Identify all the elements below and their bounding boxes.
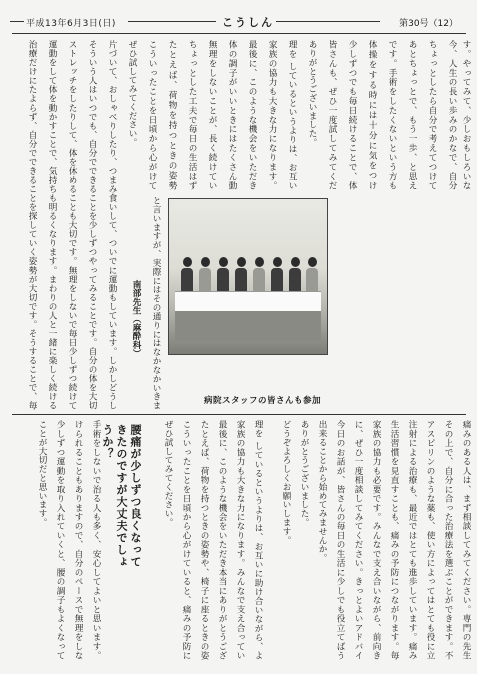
bottom-column-15: 今日のお話が、皆さんの毎日の生活に少しでも役立てばう [335, 420, 345, 660]
bottom-middle-column-5: こういったことを日頃から心がけていると、痛みの予防に [181, 420, 191, 660]
top-column-3: ちょっとしたら自分で考えてつけて [427, 40, 437, 190]
left-column-3: ストレッチをしたりして、体を休めることも大切です。無理をしないで毎日少しずつ続けて [67, 40, 77, 410]
top-column-2: 今、人生の長い歩みのかなで、自分 [447, 40, 457, 190]
bottom-column-13: 家族の協力も必要です。みんなで支え合いながら、前向き [371, 420, 381, 660]
section-divider [12, 414, 466, 415]
right-top-column-6: ぜひ試してみてください。 [127, 40, 137, 147]
right-top-column-1: 体の調子がいいときにはたくさん動 [227, 40, 237, 190]
bottom-column-8: 痛みのある人は、まず相談してみてください。専門の先生 [461, 420, 471, 660]
bottom-column-10: アスピリンのような薬も、使い方によってはとても役に立 [425, 420, 435, 660]
top-column-7: 少しずつでも毎日続けることで、体 [347, 40, 357, 190]
qa-answer-column-3: 少しずつ運動を取り入れていくと、腰の調子もよくなって [55, 420, 65, 660]
newsletter-title: こうしん [222, 16, 274, 29]
bottom-middle-column-3: 最後に、このような機会をいただき本当にありがとうござ [217, 420, 227, 660]
left-column-4: 運動をして体を動かすことで、気持ちも明るくなります。まわりの人と一緒に楽しく続ける [47, 40, 57, 410]
top-column-11: 家族の協力も大きな力になります。 [267, 40, 277, 190]
header-rule-mid-right [276, 21, 380, 22]
issue-number: 第30号（12） [399, 19, 458, 29]
left-column-2: そういう人はいつでも、自分でできることを少しずつやってみることです。自分の体を大切 [87, 40, 97, 410]
left-column-6: と言いますが、実際にはその通りにはなかなかいきま [151, 196, 161, 410]
right-top-column-4: たとえば、荷物を持つときの姿勢 [167, 40, 177, 190]
top-column-4: あとちょっとで、もう一歩、と思え [407, 40, 417, 190]
panel-table [175, 291, 321, 312]
top-column-6: 体操をする時には十分に気をつけ [367, 40, 377, 190]
bottom-column-16: 出来ることから始めてみませんか。 [317, 420, 327, 563]
issue-date: 平成13年6月3日(日) [26, 19, 116, 29]
header-underline [12, 33, 466, 34]
bottom-column-11: 注射による治療も、最近ではとても進歩しています。痛み [407, 420, 417, 660]
bottom-column-9: その上で、自分に合った治療法を選ぶことができます。不 [443, 420, 453, 660]
top-column-5: です。手術をしたくないという方も [387, 40, 397, 190]
bottom-column-14: に、ぜひ一度相談してみてください。きっとよいアドバイ [353, 420, 363, 660]
qa-answer-column-4: ことが大切だと思います。 [37, 420, 47, 527]
left-column-1: 片づいて、おしゃべりしたり、つまみ食いして、ついでに運動もしています。しかしどうし [107, 40, 117, 410]
bottom-middle-column-2: 家族の協力も大きな力になります。みんなで支え合ってい [235, 420, 245, 660]
page-header [10, 14, 468, 30]
right-top-column-2: 無理をしないことが、長く続けてい [207, 40, 217, 190]
bottom-middle-column-1: 理を しているというよりは、お互いに助け合いながら、よ [253, 420, 263, 660]
top-column-10: 理を しているというよりは、お互い [287, 40, 297, 190]
top-column-8: 皆さんも、ぜひ一度試してみてくだ [327, 40, 337, 190]
header-rule-mid-left [128, 21, 216, 22]
top-column-9: ありがとうございました。 [307, 40, 317, 147]
staff-photo [168, 198, 328, 355]
header-rule-left [10, 21, 24, 22]
qa-answer-column-2: けられることもありますので、自分のペースで無理をしな [73, 420, 83, 660]
qa-answer-column-1: 手術をしないで治る人も多く、安心してよいと思います。 [91, 420, 101, 660]
left-column-5: 治療だけにたよらず、自分でできることを探していく姿勢が大切です。そうすることで、毎 [27, 40, 37, 410]
bottom-column-18: どうぞよろしくお願いします。 [281, 420, 291, 545]
top-column-1: す。やってみて、少しおもしろいな [461, 40, 471, 190]
top-column-12: 最後に、このような機会をいただき [247, 40, 257, 190]
right-top-column-3: ちょっとした工夫で毎日の生活はず [187, 40, 197, 190]
bottom-column-17: ありがとうございました。 [299, 420, 309, 527]
photo-caption: 病院スタッフの皆さんも参加 [204, 396, 322, 406]
qa-heading: 腰痛が少しずつ良くなってきたのですが大丈夫でしょうか？ [101, 424, 142, 568]
bottom-middle-column-4: たとえば、荷物を持つときの姿勢や、椅子に座るときの姿 [199, 420, 209, 660]
bottom-column-12: 生活習慣を見直すことも、痛みの予防につながります。毎 [389, 420, 399, 660]
right-top-column-5: こういったことを日頃から心がけて [147, 40, 157, 190]
table-skirt [175, 311, 321, 341]
bottom-middle-column-6: ぜひ試してみてください。 [163, 420, 173, 527]
author-name: 南部先生（麻酔科） [131, 280, 141, 358]
